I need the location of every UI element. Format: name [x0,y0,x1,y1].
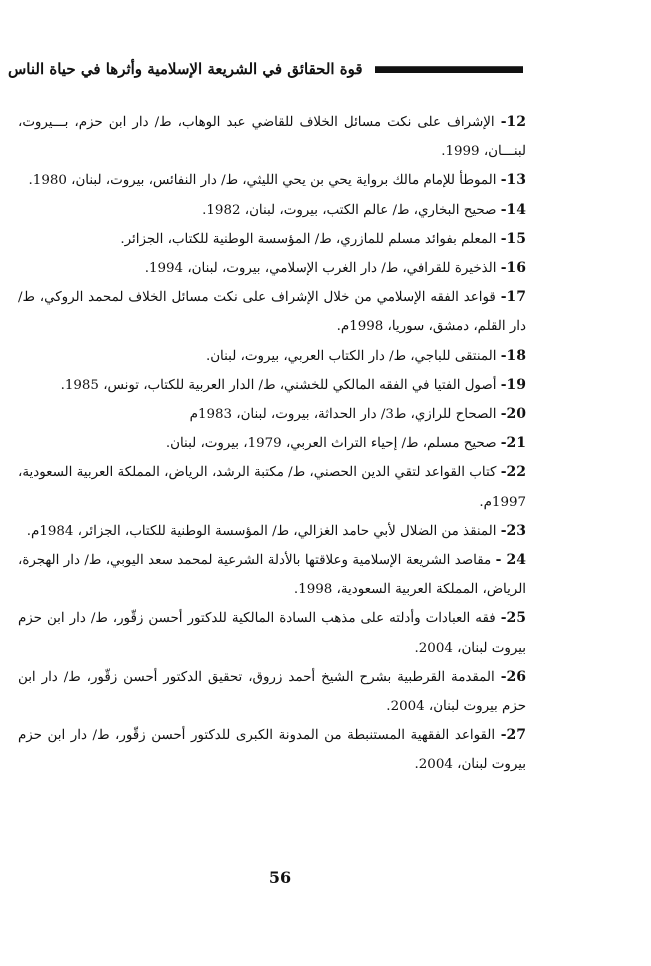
entry-number: 21- [500,435,526,452]
entry-number: 25- [500,610,526,627]
entry-number: 16- [500,260,526,277]
entry-number: 13- [500,172,526,189]
entry-text: المعلم بفوائد مسلم للمازري، ط/ المؤسسة الوطنية للكتاب، الجزائر. [120,231,497,247]
bibliography-entry-24 [18,546,526,604]
entry-number: 12- [500,114,526,130]
entry-text: المنقذ من الضلال لأبي حامد الغزالي، ط/ المؤسسة الوطنية للكتاب، الجزائر، 1984م. [26,523,497,539]
entry-text: المقدمة القرطبية بشرح الشيخ أحمد زروق، تحقيق الدكتور أحسن زقّور، ط/ دار ابن حزم بيروت لبنان، 2004. [18,669,526,715]
entry-text: كتاب القواعد لتقي الدين الحصني، ط/ مكتبة الرشد، الرياض، المملكة العربية السعودية، 1997م. [18,465,526,510]
running-header-title: قوة الحقائق في الشريعة الإسلامية وأثرها في حياة الناس [8,60,363,78]
bibliography-entry-15 [18,225,526,254]
entry-text: قواعد الفقه الإسلامي من خلال الإشراف على نكت مسائل الخلاف لمحمد الروكي، ط/ دار القلم، دمشق، سوريا، 1998م. [18,290,526,335]
bibliography-entry-20 [18,400,526,429]
bibliography-entry-26 [18,663,526,721]
entry-number: 26- [500,668,526,685]
entry-number: 18- [500,347,526,364]
entry-text: الموطأ للإمام مالك برواية يحي بن يحي الليثي، ط/ دار النفائس، بيروت، لبنان، 1980. [28,173,497,189]
entry-text: صحيح مسلم، ط/ إحياء التراث العربي، 1979، بيروت، لبنان. [165,436,497,452]
bibliography-entry-17 [18,283,526,341]
bibliography-entry-12 [18,108,526,166]
entry-text: الصحاح للرازي، ط3/ دار الحداثة، بيروت، لبنان، 1983م [189,407,497,423]
bibliography-entry-21 [18,429,526,458]
bibliography-entry-22 [18,458,526,516]
entry-text: أصول الفتيا في الفقه المالكي للخشني، ط/ الدار العربية للكتاب، تونس، 1985. [60,377,497,393]
bibliography-entry-16 [18,254,526,283]
entry-number: 27- [500,727,526,744]
entry-number: 20- [500,406,526,423]
entry-text: الذخيرة للقرافي، ط/ دار الغرب الإسلامي، بيروت، لبنان، 1994. [144,261,497,277]
entry-number: 23- [500,522,526,539]
entry-text: المنتقى للباجي، ط/ دار الكتاب العربي، بيروت، لبنان. [205,348,497,364]
entry-number: 17- [500,289,527,306]
bibliography-entry-14 [18,196,526,225]
entry-number: 22- [500,464,526,481]
entry-text: الإشراف على نكت مسائل الخلاف للقاضي عبد الوهاب، ط/ دار ابن حزم، بـــيروت، لبنـــان، 1999. [18,115,526,160]
bibliography-entry-27 [18,721,526,779]
bibliography-list [18,108,526,780]
bibliography-entry-19 [18,371,526,400]
entry-text: صحيح البخاري، ط/ عالم الكتب، بيروت، لبنان، 1982. [202,202,497,218]
entry-text: القواعد الفقهية المستنبطة من المدونة الكبرى للدكتور أحسن زقّور، ط/ دار ابن حزم بيروت لبنان، 2004. [18,728,526,773]
entry-number: 14- [500,201,526,218]
entry-text: مقاصد الشريعة الإسلامية وعلاقتها بالأدلة الشرعية لمحمد سعد اليوبي، ط/ دار الهجرة، الرياض، المملكة العربية السعودية، 1998. [18,553,526,598]
page-number: 56 [268,868,292,887]
bibliography-entry-23 [18,517,526,546]
bibliography-entry-18 [18,342,526,371]
entry-number: 24 - [495,552,526,569]
entry-number: 15- [500,230,526,247]
entry-number: 19- [500,376,526,393]
page-header [8,56,523,82]
header-rule [375,66,523,73]
entry-text: فقه العبادات وأدلته على مذهب السادة المالكية للدكتور أحسن زقّور، ط/ دار ابن حزم بيروت لبنان، 2004. [18,611,526,656]
bibliography-entry-13 [18,166,526,195]
bibliography-entry-25 [18,604,526,662]
